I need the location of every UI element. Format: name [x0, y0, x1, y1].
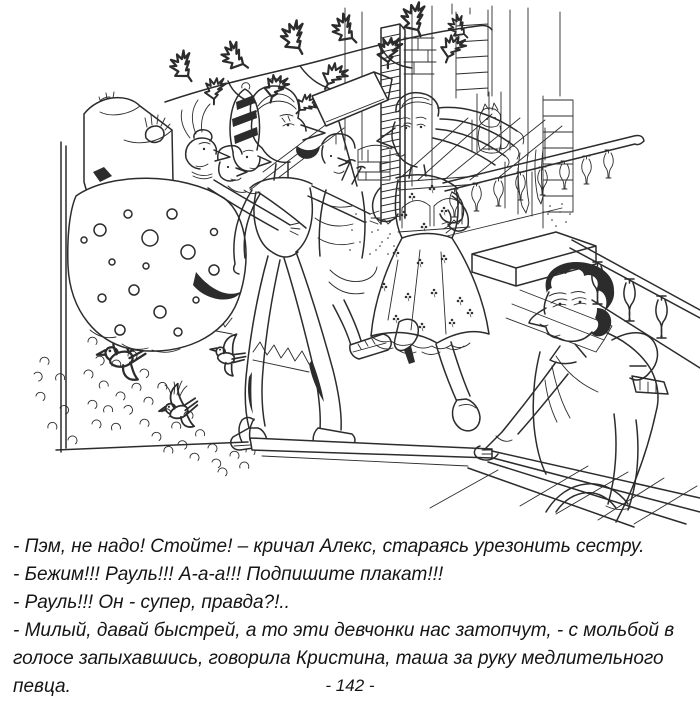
polka-dot-skirt — [68, 178, 246, 352]
dialogue-line-2: - Бежим!!! Рауль!!! А-а-а!!! Подпишите плакат!!! — [13, 564, 444, 585]
page-number: - 142 - — [325, 676, 375, 695]
dialogue-line-3: - Рауль!!! Он - супер, правда?!.. — [13, 592, 290, 613]
dropped-shoe — [394, 319, 418, 364]
beehive-fan-girl — [228, 83, 391, 359]
upper-staircase — [443, 136, 644, 236]
raoul — [474, 262, 668, 522]
lower-staircase — [472, 232, 700, 368]
dialogue-line-1: - Пэм, не надо! Стойте! – кричал Алекс, стараясь урезонить сестру. — [13, 536, 645, 557]
blank-banner — [312, 72, 388, 126]
dialogue-line-4: - Милый, давай быстрей, а то эти девчонки нас затопчут, - с мольбой в голосе запыхавшись, говорила Кристина, таша за руку медлительного певца. — [13, 620, 675, 697]
stipple-dots — [349, 203, 571, 255]
